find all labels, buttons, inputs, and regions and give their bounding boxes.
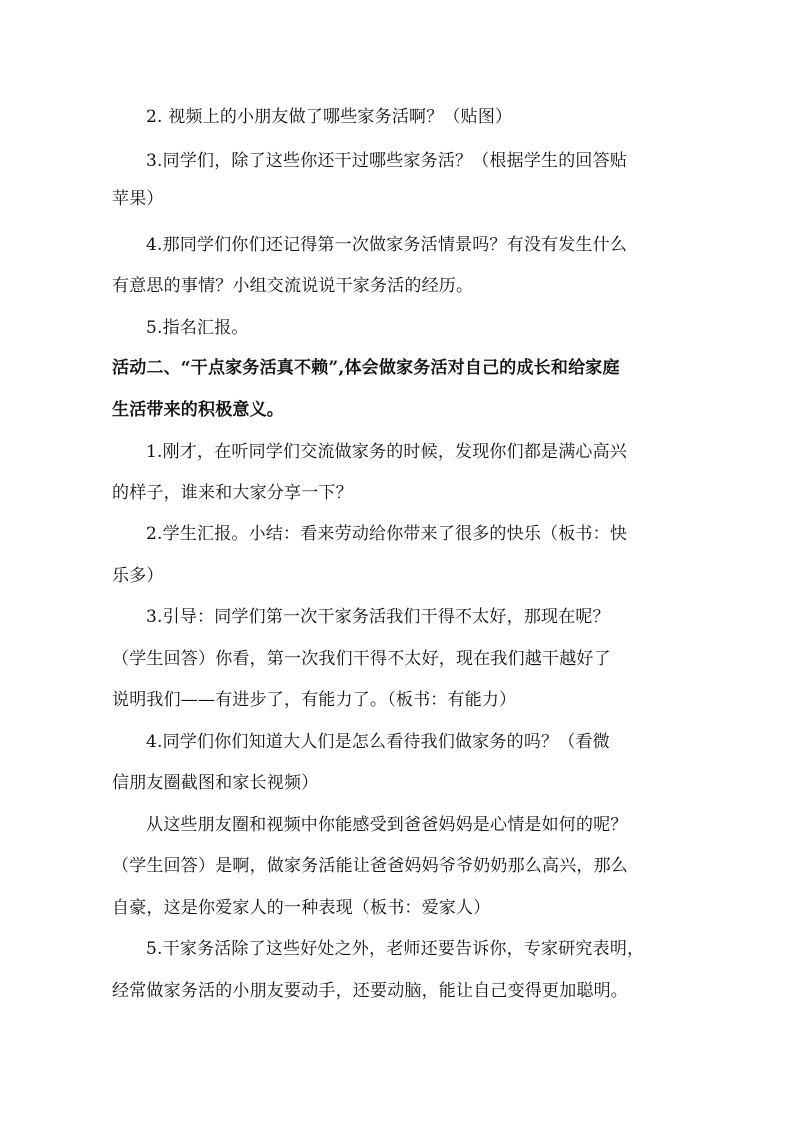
- section-heading-line: 生活带来的积极意义。: [112, 400, 284, 420]
- paragraph-line: 4.那同学们你们还记得第一次做家务活情景吗？有没有发生什么: [146, 235, 628, 255]
- paragraph-line: 经常做家务活的小朋友要动手，还要动脑，能让自己变得更加聪明。: [112, 981, 628, 1001]
- paragraph-line: （学生回答）你看，第一次我们干得不太好，现在我们越干越好了: [112, 649, 611, 669]
- paragraph-line: 有意思的事情？小组交流说说干家务活的经历。: [112, 276, 474, 296]
- paragraph-line: 3.同学们，除了这些你还干过哪些家务活？（根据学生的回答贴: [146, 151, 628, 171]
- paragraph-line: 的样子，谁来和大家分享一下？: [112, 483, 353, 503]
- paragraph-line: 5.干家务活除了这些好处之外，老师还要告诉你，专家研究表明，: [146, 939, 645, 959]
- section-heading-line: 活动二、“干点家务活真不赖”,体会做家务活对自己的成长和给家庭: [112, 358, 620, 378]
- paragraph-line: 1.刚才，在听同学们交流做家务的时候，发现你们都是满心高兴: [146, 442, 628, 462]
- paragraph-line: 3.引导：同学们第一次干家务活我们干得不太好，那现在呢？: [146, 607, 610, 627]
- paragraph-line: 2.学生汇报。小结：看来劳动给你带来了很多的快乐（板书：快: [146, 524, 628, 544]
- paragraph-line: 说明我们——有进步了，有能力了。（板书：有能力）: [112, 690, 517, 710]
- paragraph-line: 信朋友圈截图和家长视频）: [112, 773, 319, 793]
- paragraph-line: 2. 视频上的小朋友做了哪些家务活啊？（贴图）: [146, 107, 513, 127]
- paragraph-line: 4.同学们你们知道大人们是怎么看待我们做家务的吗？（看微: [146, 732, 610, 752]
- paragraph-line: （学生回答）是啊，做家务活能让爸爸妈妈爷爷奶奶那么高兴，那么: [112, 856, 628, 876]
- paragraph-line: 自豪，这是你爱家人的一种表现（板书：爱家人）: [112, 898, 491, 918]
- paragraph-line: 苹果）: [112, 189, 164, 209]
- paragraph-line: 乐多）: [112, 566, 164, 586]
- paragraph-line: 5.指名汇报。: [146, 318, 249, 338]
- paragraph-line: 从这些朋友圈和视频中你能感受到爸爸妈妈是心情是如何的呢？: [146, 815, 628, 835]
